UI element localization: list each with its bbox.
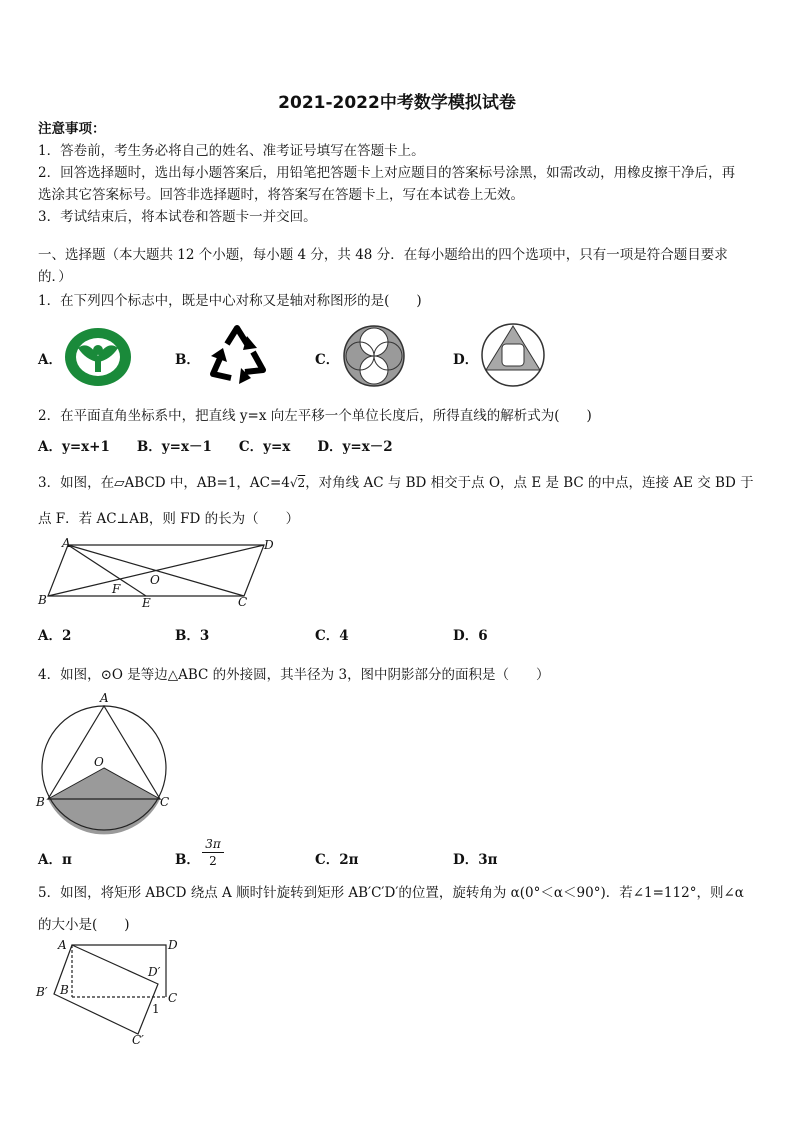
question-2-options: A．y=x+1 B．y=x－1 C．y=x D．y=x－2 — [38, 439, 393, 455]
q4-option-b-label: B． — [175, 852, 200, 868]
q3-label-e: E — [142, 596, 151, 610]
q3-option-b: B．3 — [175, 628, 210, 644]
q5-label-c: C — [168, 991, 178, 1005]
notice-item: 2．回答选择题时，选出每小题答案后，用铅笔把答题卡上对应题目的答案标号涂黑，如需改动，用橡皮擦干净后，再 — [38, 165, 736, 181]
q5-label-b-prime: B′ — [36, 985, 48, 999]
q4-option-c: C．2π — [315, 852, 359, 868]
q3-parallelogram-figure — [36, 536, 281, 611]
q5-label-b: B — [60, 983, 69, 997]
question-5-stem-cont: 的大小是( ) — [38, 917, 130, 933]
four-petal-circle-icon — [342, 324, 406, 388]
sqrt-symbol: √2 — [289, 476, 306, 490]
section-heading-cont: 的．） — [38, 269, 72, 285]
fraction-numerator: 3π — [202, 836, 224, 853]
fraction-denominator: 2 — [209, 854, 217, 868]
q3-label-d: D — [264, 538, 274, 552]
question-3-stem — [38, 474, 754, 492]
q3-option-d: D．6 — [453, 628, 488, 644]
q3-option-c: C．4 — [315, 628, 349, 644]
q4-label-c: C — [160, 795, 170, 809]
question-3-stem-cont: 点 F．若 AC⊥AB，则 FD 的长为（ ） — [38, 511, 300, 527]
green-food-logo-icon — [64, 326, 132, 388]
q1-option-d-label: D． — [453, 352, 479, 368]
q4-option-b-fraction — [202, 836, 224, 869]
q5-label-angle-1: 1 — [152, 1002, 160, 1016]
q1-option-a-label: A． — [38, 352, 62, 368]
q1-option-b-label: B． — [175, 352, 200, 368]
q3-stem-part-a: 3．如图，在▱ABCD 中，AB=1，AC=4 — [38, 475, 290, 491]
q3-label-a: A — [62, 536, 71, 550]
q3-label-o: O — [150, 573, 160, 587]
recycle-icon — [205, 322, 271, 386]
q5-label-d: D — [168, 938, 178, 952]
question-2-stem: 2．在平面直角坐标系中，把直线 y=x 向左平移一个单位长度后，所得直线的解析式为( ) — [38, 408, 592, 424]
q4-label-b: B — [36, 795, 45, 809]
notice-heading: 注意事项： — [38, 121, 106, 137]
q4-label-a: A — [100, 691, 109, 705]
q3-option-a: A．2 — [38, 628, 72, 644]
triangle-in-circle-icon — [480, 322, 546, 388]
question-1-stem: 1．在下列四个标志中，既是中心对称又是轴对称图形的是( ) — [38, 293, 422, 309]
q4-option-a: A．π — [38, 852, 72, 868]
section-heading: 一、选择题（本大题共 12 个小题，每小题 4 分，共 48 分．在每小题给出的四个选项中，只有一项是符合题目要求 — [38, 247, 728, 263]
q3-sqrt-value: 2 — [297, 476, 306, 490]
q4-label-o: O — [94, 755, 104, 769]
notice-item: 3．考试结束后，将本试卷和答题卡一并交回。 — [38, 209, 317, 225]
page-title: 2021-2022中考数学模拟试卷 — [278, 93, 516, 113]
q5-label-d-prime: D′ — [148, 965, 161, 979]
notice-item: 1．答卷前，考生务必将自己的姓名、准考证号填写在答题卡上。 — [38, 143, 425, 159]
q3-stem-part-b: ，对角线 AC 与 BD 相交于点 O，点 E 是 BC 的中点，连接 AE 交 BD 于 — [305, 475, 754, 491]
question-4-stem: 4．如图，⊙O 是等边△ABC 的外接圆，其半径为 3，图中阴影部分的面积是（ ） — [38, 667, 550, 683]
q5-label-c-prime: C′ — [132, 1033, 144, 1047]
q4-circle-triangle-figure — [34, 690, 174, 832]
q5-rotated-rectangle-figure — [34, 936, 184, 1048]
q3-label-f: F — [112, 582, 121, 596]
q4-option-d: D．3π — [453, 852, 498, 868]
q3-label-b: B — [38, 593, 47, 607]
notice-item: 选涂其它答案标号。回答非选择题时，将答案写在答题卡上，写在本试卷上无效。 — [38, 187, 524, 203]
q3-label-c: C — [238, 595, 248, 609]
q1-option-c-label: C． — [315, 352, 340, 368]
question-5-stem: 5．如图，将矩形 ABCD 绕点 A 顺时针旋转到矩形 AB′C′D′的位置，旋转角为 α(0°＜α＜90°)．若∠1=112°，则∠α — [38, 885, 744, 901]
q5-label-a: A — [58, 938, 67, 952]
